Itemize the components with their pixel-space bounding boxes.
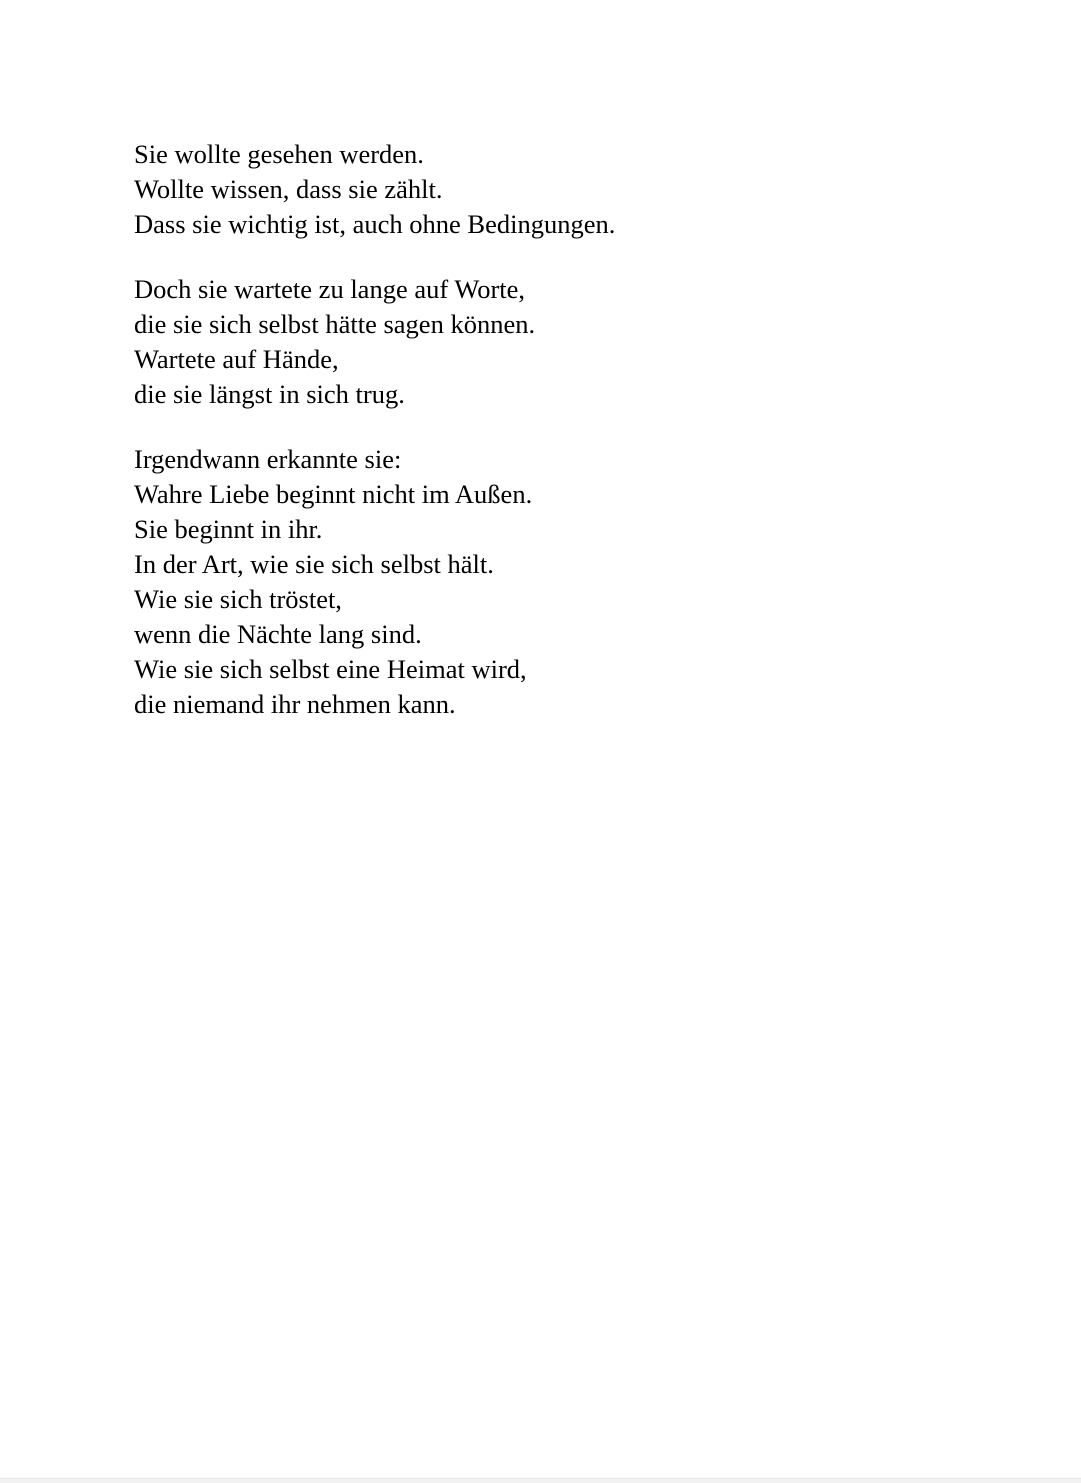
- poem-line: Wartete auf Hände,: [134, 344, 339, 374]
- poem-line: In der Art, wie sie sich selbst hält.: [134, 549, 494, 579]
- poem-line: Wie sie sich selbst eine Heimat wird,: [134, 654, 527, 684]
- poem-body: [134, 137, 1014, 752]
- poem-line: Sie wollte gesehen werden.: [134, 139, 424, 169]
- page-edge-divider: [0, 1478, 1081, 1483]
- stanza-3: [134, 442, 1014, 722]
- poem-line: Dass sie wichtig ist, auch ohne Bedingungen.: [134, 209, 616, 239]
- poem-line: wenn die Nächte lang sind.: [134, 619, 422, 649]
- poem-line: die sie längst in sich trug.: [134, 379, 405, 409]
- poem-line: Wollte wissen, dass sie zählt.: [134, 174, 443, 204]
- poem-line: Doch sie wartete zu lange auf Worte,: [134, 274, 526, 304]
- poem-line: Wahre Liebe beginnt nicht im Außen.: [134, 479, 533, 509]
- poem-line: Sie beginnt in ihr.: [134, 514, 323, 544]
- poem-line: Wie sie sich tröstet,: [134, 584, 342, 614]
- poem-line: die sie sich selbst hätte sagen können.: [134, 309, 536, 339]
- stanza-2: [134, 272, 1014, 412]
- stanza-1: [134, 137, 1014, 242]
- poem-line: Irgendwann erkannte sie:: [134, 444, 402, 474]
- poem-line: die niemand ihr nehmen kann.: [134, 689, 456, 719]
